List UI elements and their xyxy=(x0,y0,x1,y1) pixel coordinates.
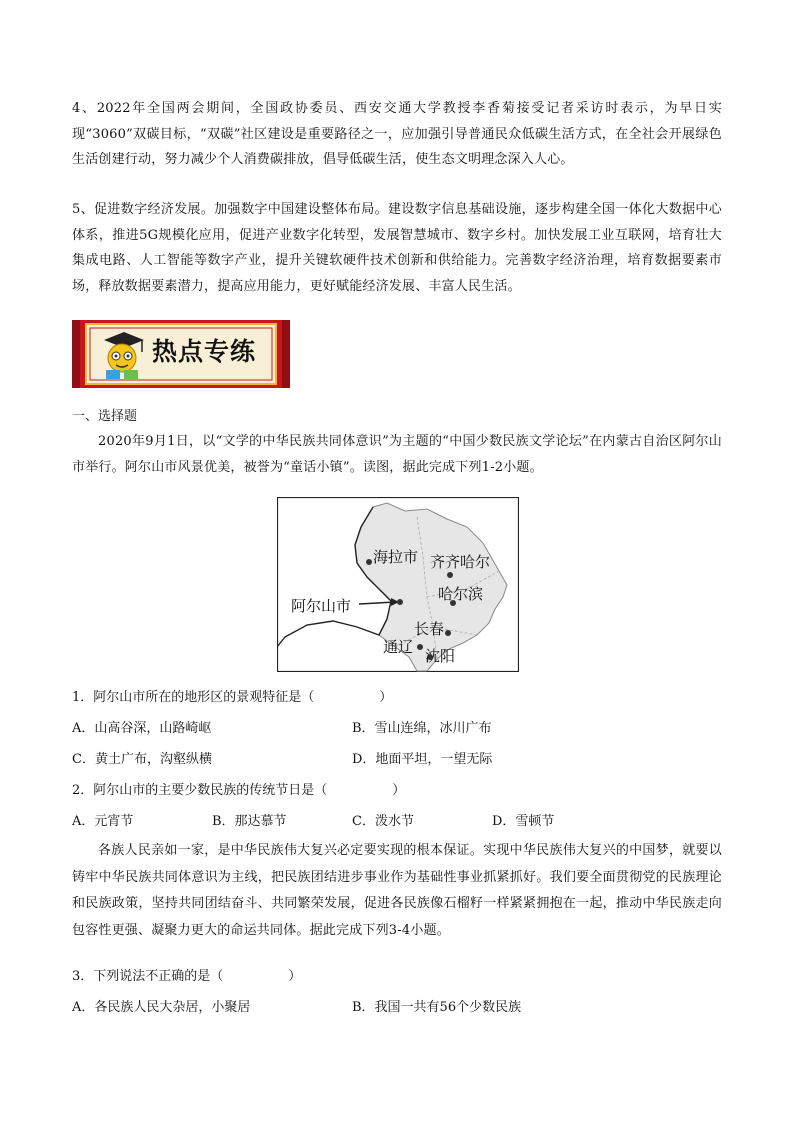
label-shenyang: 沈阳 xyxy=(425,647,456,665)
label-harbin: 哈尔滨 xyxy=(438,585,484,603)
hailar-dot xyxy=(366,559,372,565)
question-3-option-a[interactable]: A．各民族人民大杂居，小聚居 xyxy=(72,1000,251,1015)
question-3-option-b[interactable]: B．我国一共有56个少数民族 xyxy=(352,1000,522,1015)
question-2-option-a[interactable]: A．元宵节 xyxy=(72,814,134,829)
graduate-mascot-icon xyxy=(98,330,146,380)
tongliao-dot xyxy=(417,644,423,650)
question-2-option-d[interactable]: D．雪顿节 xyxy=(492,814,555,829)
material-1: 2020年9月1日，以“文学的中华民族共同体意识”为主题的“中国少数民族文学论坛”在内蒙古自治区阿尔山市举行。阿尔山市风景优美，被誉为“童话小镇”。读图，据此完成下列1-2小题。 xyxy=(72,434,722,475)
question-1-option-d[interactable]: D．地面平坦，一望无际 xyxy=(352,752,493,767)
question-1-option-b[interactable]: B．雪山连绵，冰川广布 xyxy=(352,721,492,736)
label-arxan: 阿尔山市 xyxy=(291,597,352,615)
changchun-dot xyxy=(445,630,451,636)
question-2-stem: 2．阿尔山市的主要少数民族的传统节日是（ ） xyxy=(72,783,406,798)
question-2-option-b[interactable]: B．那达慕节 xyxy=(212,814,287,829)
paragraph-4: 4、2022年全国两会期间，全国政协委员、西安交通大学教授李香菊接受记者采访时表示，为早日实现“3060”双碳目标，“双碳”社区建设是重要路径之一，应加强引导普通民众低碳生活方式，在全社会开展绿色生活创建行动，努力减少个人消费碳排放，倡导低碳生活，使生态文明理念深入人心。 xyxy=(72,101,722,167)
question-1-option-a[interactable]: A．山高谷深，山路崎岖 xyxy=(72,721,212,736)
question-1-option-c[interactable]: C．黄土广布，沟壑纵横 xyxy=(72,752,212,767)
question-1-stem: 1．阿尔山市所在的地形区的景观特征是（ ） xyxy=(72,690,393,705)
arxan-dot xyxy=(397,599,403,605)
material-2: 各族人民亲如一家，是中华民族伟大复兴必定要实现的根本保证。实现中华民族伟大复兴的中国梦，就要以铸牢中华民族共同体意识为主线，把民族团结进步事业作为基础性事业抓紧抓好。我们要全面贯彻党的民族理论和民族政策，坚持共同团结奋斗、共同繁荣发展，促进各民族像石榴籽一样紧紧拥抱在一起，推动中华民族走向包容性更强、凝聚力更大的命运共同体。据此完成下列3-4小题。 xyxy=(72,843,722,938)
label-tongliao: 通辽 xyxy=(383,638,414,656)
question-3-stem: 3．下列说法不正确的是（ ） xyxy=(72,969,302,984)
paragraph-5: 5、促进数字经济发展。加强数字中国建设整体布局。建设数字信息基础设施，逐步构建全国一体化大数据中心体系，推进5G规模化应用，促进产业数字化转型，发展智慧城市、数字乡村。加快发展工业互联网，培育壮大集成电路、人工智能等数字产业，提升关键软硬件技术创新和供给能力。完善数字经济治理，培育数据要素市场，释放数据要素潜力，提高应用能力，更好赋能经济发展、丰富人民生活。 xyxy=(72,202,722,294)
banner-title: 热点专练 xyxy=(152,337,257,366)
label-changchun: 长春 xyxy=(414,620,445,638)
label-qiqihar: 齐齐哈尔 xyxy=(430,553,491,571)
section-heading: 一、选择题 xyxy=(72,409,138,424)
hot-practice-banner xyxy=(72,318,290,390)
label-hailar: 海拉市 xyxy=(373,548,419,566)
question-2-option-c[interactable]: C．泼水节 xyxy=(352,814,414,829)
northeast-china-map xyxy=(277,497,519,672)
qiqihar-dot xyxy=(447,572,453,578)
